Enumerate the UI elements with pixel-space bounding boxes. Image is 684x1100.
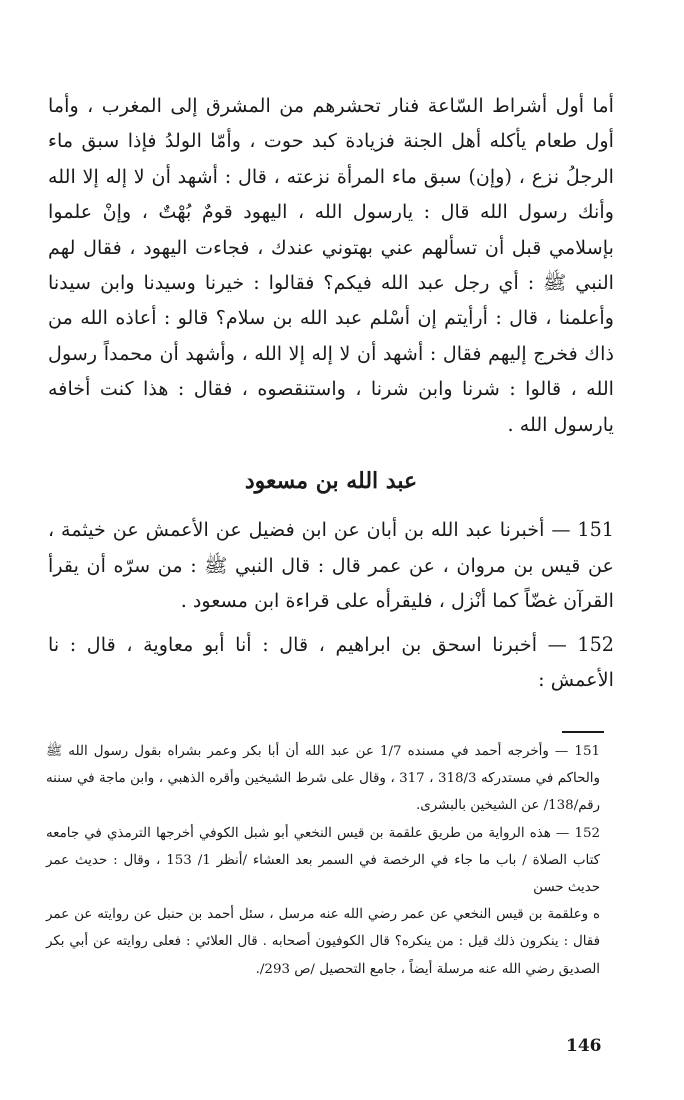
footnote-text: — هذه الرواية من طريق علقمة بن قيس النخعي أبو شبل الكوفي أخرجها الترمذي في جامعه كتاب الصلاة / باب ما جاء في الرخصة في السمر بعد العشاء /أنظر 1/ 153 ، وقال : حديث عمر حديث حسن — [46, 825, 600, 896]
hadith-152 — [48, 627, 614, 698]
footnote-text: ه وعلقمة بن قيس النخعي عن عمر رضي الله عنه مرسل ، سئل أحمد بن حنبل عن روايته عن عمر فقال : ينكرون ذلك قيل : من ينكره؟ قال الكوفيون أصحابه . قال العلائي : فعلى روايته عن أبي بكر الصديق رضي الله عنه مرسلة أيضاً ، جامع التحصيل /ص 293/. — [46, 907, 600, 977]
footnote-152 — [46, 820, 600, 902]
opening-paragraph: أما أول أشراط السّاعة فنار تحشرهم من المشرق إلى المغرب ، وأما أول طعام يأكله أهل الجنة فزيادة كبد حوت ، وأمّا الولدُ فإذا سبق ماء الرجلُ نزع ، (وإن) سبق ماء المرأة نزعته ، قال : أشهد أن لا إله إلا الله وأنك رسول الله قال : يارسول الله ، اليهود قومٌ بُهْتٌ ، وإنْ علموا بإسلامي قبل أن تسألهم عني بهتوني عندك ، فجاءت اليهود ، فقال لهم النبي ﷺ : أي رجل عبد الله فيكم؟ فقالوا : خيرنا وسيدنا وابن سيدنا وأعلمنا ، قال : أرأيتم إن أسْلم عبد الله بن سلام؟ قالو : أعاذه الله من ذاك فخرج إليهم فقال : أشهد أن لا إله إلا الله ، وأشهد أن محمداً رسول الله ، قالوا : شرنا وابن شرنا ، واستنقصوه ، فقال : هذا كنت أخافه يارسول الله . — [48, 94, 614, 436]
main-text — [48, 88, 614, 706]
footnote-divider — [562, 731, 604, 733]
footnote-number: 151 — [574, 744, 600, 759]
hadith-number: 151 — [577, 518, 614, 542]
footnote-151 — [46, 738, 600, 820]
hadith-text: — أخبرنا عبد الله بن أبان عن ابن فضيل عن الأعمش عن خيثمة ، عن قيس بن مروان ، عن عمر قال : قال النبي ﷺ : من سرّه أن يقرأ القرآن غضّاً كما أنْزل ، فليقرأه على قراءة ابن مسعود . — [48, 518, 614, 613]
hadith-151 — [48, 512, 614, 619]
footnote-text: — وأخرجه أحمد في مسنده 1/7 عن عبد الله أن أبا بكر وعمر بشراه بقول رسول الله ﷺ والحاكم في مستدركه 318/3 ، 317 ، وقال على شرط الشيخين وأقره الذهبي ، وابن ماجة في سننه رقم/138/ عن الشيخين بالبشرى. — [46, 744, 600, 814]
hadith-text: — أخبرنا اسحق بن ابراهيم ، قال : أنا أبو معاوية ، قال : نا الأعمش : — [48, 632, 614, 692]
footnote-continuation — [46, 901, 600, 983]
page-number: 146 — [566, 1036, 602, 1056]
footnotes — [46, 738, 600, 983]
hadith-number: 152 — [577, 632, 614, 656]
section-heading: عبد الله بن مسعود — [244, 468, 418, 495]
footnote-number: 152 — [574, 825, 600, 841]
